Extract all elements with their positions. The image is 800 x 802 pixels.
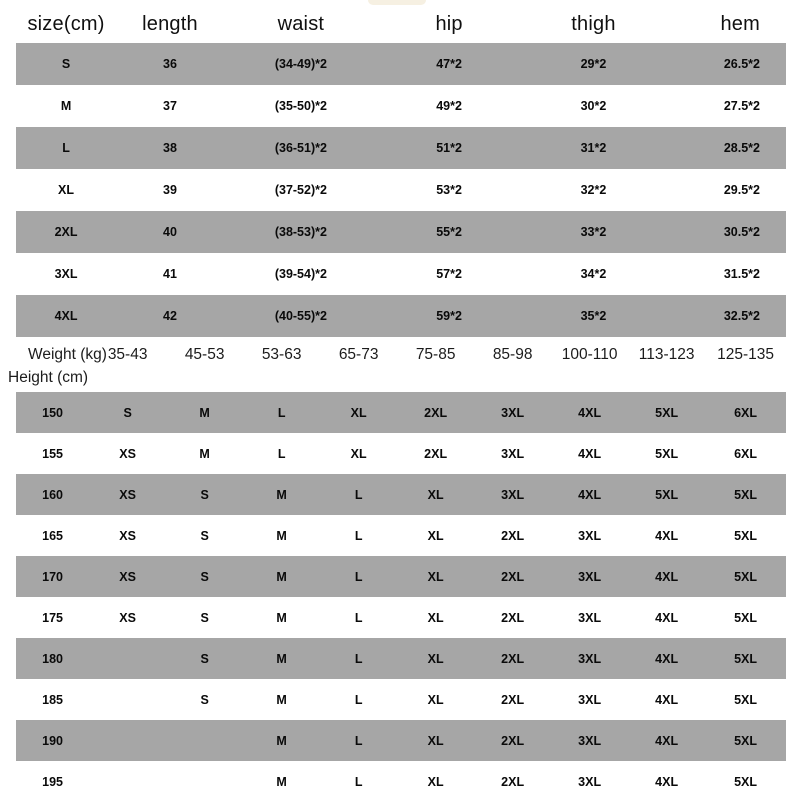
weight-height-header <box>8 337 786 392</box>
recommended-size-cell: 6XL <box>734 446 758 461</box>
recommended-size-cell: XL <box>427 528 444 543</box>
measurement-cell: 42 <box>163 309 177 323</box>
recommended-size-cell: 2XL <box>501 569 525 584</box>
recommended-size-cell: L <box>354 528 363 543</box>
recommended-size-cell: L <box>354 569 363 584</box>
recommended-size-cell: 2XL <box>424 405 448 420</box>
weight-axis-label: Weight (kg) <box>28 346 107 363</box>
column-header-hem: hem <box>720 12 760 35</box>
measurement-cell: 3XL <box>54 267 78 281</box>
measurement-cell: 49*2 <box>436 99 462 113</box>
weight-range-label: 100-110 <box>561 346 618 363</box>
weight-range-label: 85-98 <box>492 346 533 363</box>
recommended-size-cell: XS <box>119 569 136 584</box>
measurement-cell: S <box>61 57 71 71</box>
recommended-size-cell: XL <box>427 651 444 666</box>
measurement-cell: 31.5*2 <box>723 267 760 281</box>
measurement-cell: (37-52)*2 <box>274 183 327 197</box>
recommended-size-cell: 3XL <box>578 692 602 707</box>
recommended-size-cell: M <box>276 610 287 625</box>
measurement-cell: 33*2 <box>580 225 607 239</box>
measurement-cell: 30*2 <box>580 99 607 113</box>
column-header-length: length <box>142 12 198 35</box>
measurement-cell: 38 <box>163 141 177 155</box>
weight-range-label: 35-43 <box>107 346 148 363</box>
measurement-cell: 41 <box>163 267 177 281</box>
recommended-size-cell: 5XL <box>734 528 758 543</box>
recommended-size-cell: XS <box>119 610 136 625</box>
recommended-size-cell: XS <box>119 487 136 502</box>
recommended-size-cell <box>89 720 166 761</box>
recommended-size-cell: S <box>200 610 209 625</box>
recommended-size-cell: 2XL <box>501 610 525 625</box>
height-value: 170 <box>42 569 63 584</box>
recommended-size-cell: 3XL <box>578 651 602 666</box>
measurement-cell: 55*2 <box>436 225 462 239</box>
measurement-cell: 29.5*2 <box>723 183 760 197</box>
height-value: 185 <box>42 692 63 707</box>
recommended-size-cell: XL <box>427 487 444 502</box>
recommended-size-cell: 5XL <box>734 774 758 789</box>
measurement-cell: 57*2 <box>436 267 462 281</box>
recommended-size-cell: 2XL <box>424 446 448 461</box>
height-row-170 <box>16 556 786 597</box>
recommended-size-cell: XS <box>119 528 136 543</box>
recommended-size-cell: 6XL <box>734 405 758 420</box>
measurement-cell: 28.5*2 <box>723 141 760 155</box>
recommended-size-cell: M <box>276 651 287 666</box>
recommended-size-cell: L <box>277 446 286 461</box>
measurement-cell: 51*2 <box>436 141 462 155</box>
height-row-195 <box>16 761 786 802</box>
recommended-size-cell: 3XL <box>578 774 602 789</box>
recommended-size-cell: XL <box>427 733 444 748</box>
recommended-size-cell: 4XL <box>655 774 679 789</box>
weight-range-label: 75-85 <box>415 346 456 363</box>
height-value: 180 <box>42 651 63 666</box>
recommended-size-cell: 4XL <box>578 405 602 420</box>
recommended-size-cell: 3XL <box>578 610 602 625</box>
measurement-cell: 32.5*2 <box>723 309 760 323</box>
measurement-cell: 29*2 <box>580 57 607 71</box>
recommended-size-cell: M <box>199 446 210 461</box>
recommended-size-cell: S <box>200 569 209 584</box>
recommended-size-cell: M <box>276 487 287 502</box>
height-row-175 <box>16 597 786 638</box>
recommended-size-cell: S <box>123 405 132 420</box>
measurement-cell: (34-49)*2 <box>274 57 327 71</box>
recommended-size-cell: 5XL <box>655 487 679 502</box>
height-row-185 <box>16 679 786 720</box>
height-axis-label: Height (cm) <box>8 369 89 386</box>
recommended-size-cell: XS <box>119 446 136 461</box>
recommended-size-cell: 5XL <box>655 405 679 420</box>
measurement-cell: 30.5*2 <box>723 225 760 239</box>
height-row-190 <box>16 720 786 761</box>
recommended-size-cell: 5XL <box>655 446 679 461</box>
recommended-size-cell: S <box>200 692 209 707</box>
height-row-150 <box>16 392 786 433</box>
recommended-size-cell: 5XL <box>734 610 758 625</box>
measurement-cell: (40-55)*2 <box>274 309 327 323</box>
recommended-size-cell: 2XL <box>501 774 525 789</box>
recommended-size-cell: 3XL <box>501 487 525 502</box>
recommended-size-cell: 2XL <box>501 528 525 543</box>
recommended-size-cell: XL <box>427 692 444 707</box>
recommended-size-cell: L <box>354 692 363 707</box>
measurement-row-s <box>16 43 786 85</box>
recommended-size-cell: 5XL <box>734 651 758 666</box>
measurement-cell: L <box>62 141 70 155</box>
recommended-size-cell: M <box>276 774 287 789</box>
recommended-size-cell: XL <box>427 610 444 625</box>
recommended-size-cell: 3XL <box>501 446 525 461</box>
height-value: 195 <box>42 774 63 789</box>
column-header-sizecm: size(cm) <box>27 12 105 35</box>
recommended-size-cell: 5XL <box>734 733 758 748</box>
measurement-row-3xl <box>16 253 786 295</box>
measurement-table-header <box>16 5 786 43</box>
recommended-size-cell: M <box>199 405 210 420</box>
measurement-table <box>16 5 786 337</box>
recommended-size-cell: XL <box>427 569 444 584</box>
measurement-cell: 2XL <box>54 225 78 239</box>
weight-range-label: 53-63 <box>261 346 302 363</box>
height-row-155 <box>16 433 786 474</box>
recommended-size-cell: S <box>200 528 209 543</box>
recommended-size-cell: 2XL <box>501 651 525 666</box>
recommended-size-cell: L <box>277 405 286 420</box>
measurement-cell: 35*2 <box>580 309 607 323</box>
measurement-cell: 31*2 <box>580 141 607 155</box>
measurement-row-2xl <box>16 211 786 253</box>
recommended-size-cell: 4XL <box>655 610 679 625</box>
recommended-size-cell: L <box>354 733 363 748</box>
recommended-size-cell: S <box>200 651 209 666</box>
recommended-size-cell: 3XL <box>578 569 602 584</box>
recommended-size-cell: M <box>276 692 287 707</box>
measurement-row-l <box>16 127 786 169</box>
recommended-size-cell: XL <box>350 446 367 461</box>
recommended-size-cell <box>89 679 166 720</box>
height-value: 175 <box>42 610 63 625</box>
size-chart-content <box>8 0 786 802</box>
measurement-cell: 59*2 <box>436 309 462 323</box>
recommended-size-cell: L <box>354 610 363 625</box>
column-header-hip: hip <box>435 12 463 35</box>
recommended-size-cell: 2XL <box>501 692 525 707</box>
measurement-cell: 4XL <box>54 309 78 323</box>
recommended-size-cell: XL <box>427 774 444 789</box>
measurement-cell: XL <box>58 183 75 197</box>
recommended-size-cell: 4XL <box>578 487 602 502</box>
recommended-size-cell: 5XL <box>734 692 758 707</box>
height-row-160 <box>16 474 786 515</box>
recommended-size-cell: M <box>276 528 287 543</box>
measurement-cell: (39-54)*2 <box>274 267 327 281</box>
measurement-cell: 37 <box>163 99 177 113</box>
recommended-size-cell: 5XL <box>734 487 758 502</box>
measurement-row-m <box>16 85 786 127</box>
recommended-size-cell: 3XL <box>578 733 602 748</box>
recommended-size-cell: L <box>354 774 363 789</box>
recommended-size-cell: M <box>276 733 287 748</box>
measurement-cell: 32*2 <box>580 183 607 197</box>
measurement-cell: (36-51)*2 <box>274 141 327 155</box>
height-value: 150 <box>42 405 63 420</box>
measurement-cell: 26.5*2 <box>723 57 760 71</box>
weight-range-label: 65-73 <box>338 346 379 363</box>
measurement-cell: 34*2 <box>580 267 607 281</box>
recommended-size-cell: 4XL <box>655 528 679 543</box>
measurement-row-4xl <box>16 295 786 337</box>
recommended-size-cell: L <box>354 651 363 666</box>
measurement-cell: 39 <box>163 183 177 197</box>
measurement-cell: (35-50)*2 <box>274 99 327 113</box>
recommended-size-cell: 4XL <box>655 651 679 666</box>
recommended-size-cell: 4XL <box>655 569 679 584</box>
recommended-size-cell <box>89 761 166 802</box>
measurement-cell: 53*2 <box>436 183 462 197</box>
column-header-thigh: thigh <box>571 12 616 35</box>
recommended-size-cell: 4XL <box>655 692 679 707</box>
measurement-cell: M <box>60 99 72 113</box>
height-row-180 <box>16 638 786 679</box>
recommended-size-cell: 4XL <box>655 733 679 748</box>
recommended-size-cell: M <box>276 569 287 584</box>
size-recommendation-table <box>16 392 786 802</box>
measurement-cell: 40 <box>163 225 177 239</box>
height-value: 155 <box>42 446 63 461</box>
recommended-size-cell: 3XL <box>501 405 525 420</box>
height-value: 190 <box>42 733 63 748</box>
height-value: 160 <box>42 487 63 502</box>
recommended-size-cell: XL <box>350 405 367 420</box>
column-header-waist: waist <box>277 12 325 35</box>
recommended-size-cell: 4XL <box>578 446 602 461</box>
weight-range-label: 113-123 <box>638 346 695 363</box>
height-axis-row <box>8 369 786 391</box>
recommended-size-cell: L <box>354 487 363 502</box>
recommended-size-cell <box>166 761 243 802</box>
height-row-165 <box>16 515 786 556</box>
recommended-size-cell <box>89 638 166 679</box>
recommended-size-cell <box>166 720 243 761</box>
measurement-cell: (38-53)*2 <box>274 225 327 239</box>
recommended-size-cell: S <box>200 487 209 502</box>
weight-ranges-row <box>16 346 786 369</box>
measurement-cell: 47*2 <box>436 57 462 71</box>
recommended-size-cell: 5XL <box>734 569 758 584</box>
weight-range-label: 125-135 <box>717 346 774 363</box>
measurement-cell: 36 <box>163 57 177 71</box>
recommended-size-cell: 2XL <box>501 733 525 748</box>
measurement-row-xl <box>16 169 786 211</box>
measurement-cell: 27.5*2 <box>723 99 760 113</box>
height-value: 165 <box>42 528 63 543</box>
recommended-size-cell: 3XL <box>578 528 602 543</box>
weight-range-label: 45-53 <box>184 346 225 363</box>
